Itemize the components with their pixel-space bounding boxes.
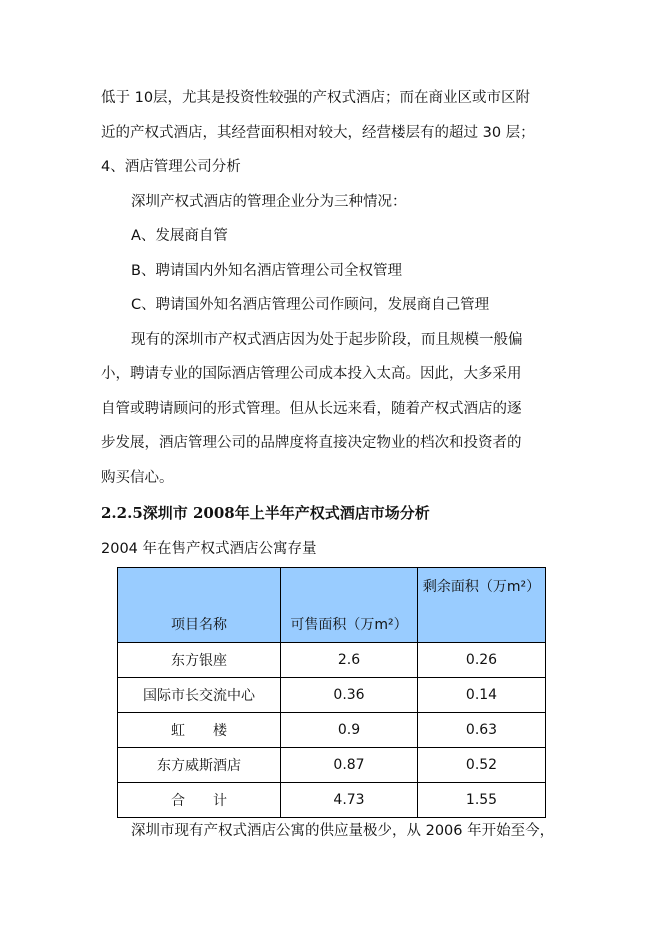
inventory-table [117,567,546,818]
cell-project: 国际市长交流中心 [118,678,281,713]
paragraph-line: 近的产权式酒店，其经营面积相对较大，经营楼层有的超过 30 层； [101,125,535,141]
header-project-name: 项目名称 [118,568,281,643]
cell-remaining: 0.26 [418,643,546,678]
paragraph-line: 步发展，酒店管理公司的品牌度将直接决定物业的档次和投资者的 [101,435,522,451]
table-row [118,748,546,783]
cell-remaining: 1.55 [418,783,546,818]
table-caption: 2004 年在售产权式酒店公寓存量 [101,541,317,557]
paragraph-line: 深圳产权式酒店的管理企业分为三种情况： [131,194,407,210]
list-item-c: C、聘请国外知名酒店管理公司作顾问，发展商自己管理 [131,297,490,313]
paragraph-line: 低于 10层，尤其是投资性较强的产权式酒店；而在商业区或市区附 [101,90,531,106]
cell-remaining: 0.14 [418,678,546,713]
cell-remaining: 0.52 [418,748,546,783]
list-item-a: A、发展商自管 [131,228,228,244]
paragraph-line: 深圳市现有产权式酒店公寓的供应量极少，从 2006 年开始至今， [131,823,555,839]
cell-remaining: 0.63 [418,713,546,748]
cell-project: 东方银座 [118,643,281,678]
table-total-row [118,783,546,818]
cell-sellable: 0.36 [281,678,418,713]
cell-sellable: 4.73 [281,783,418,818]
cell-project: 虹 楼 [118,713,281,748]
paragraph-line: 购买信心。 [101,470,174,486]
table-row [118,643,546,678]
table-row [118,678,546,713]
cell-project: 东方威斯酒店 [118,748,281,783]
cell-sellable: 0.87 [281,748,418,783]
cell-sellable: 0.9 [281,713,418,748]
paragraph-line: 自管或聘请顾问的形式管理。但从长远来看，随着产权式酒店的逐 [101,401,522,417]
cell-sellable: 2.6 [281,643,418,678]
header-remaining-area: 剩余面积（万m²） [418,568,546,643]
table-row [118,713,546,748]
subheading-hotel-management: 4、酒店管理公司分析 [101,159,241,175]
paragraph-line: 现有的深圳市产权式酒店因为处于起步阶段，而且规模一般偏 [131,332,523,348]
header-sellable-area: 可售面积（万m²） [281,568,418,643]
cell-project: 合 计 [118,783,281,818]
table-header-row [118,568,546,643]
section-heading: 2.2.5深圳市 2008年上半年产权式酒店市场分析 [101,504,430,522]
paragraph-line: 小，聘请专业的国际酒店管理公司成本投入太高。因此，大多采用 [101,366,522,382]
list-item-b: B、聘请国内外知名酒店管理公司全权管理 [131,263,402,279]
